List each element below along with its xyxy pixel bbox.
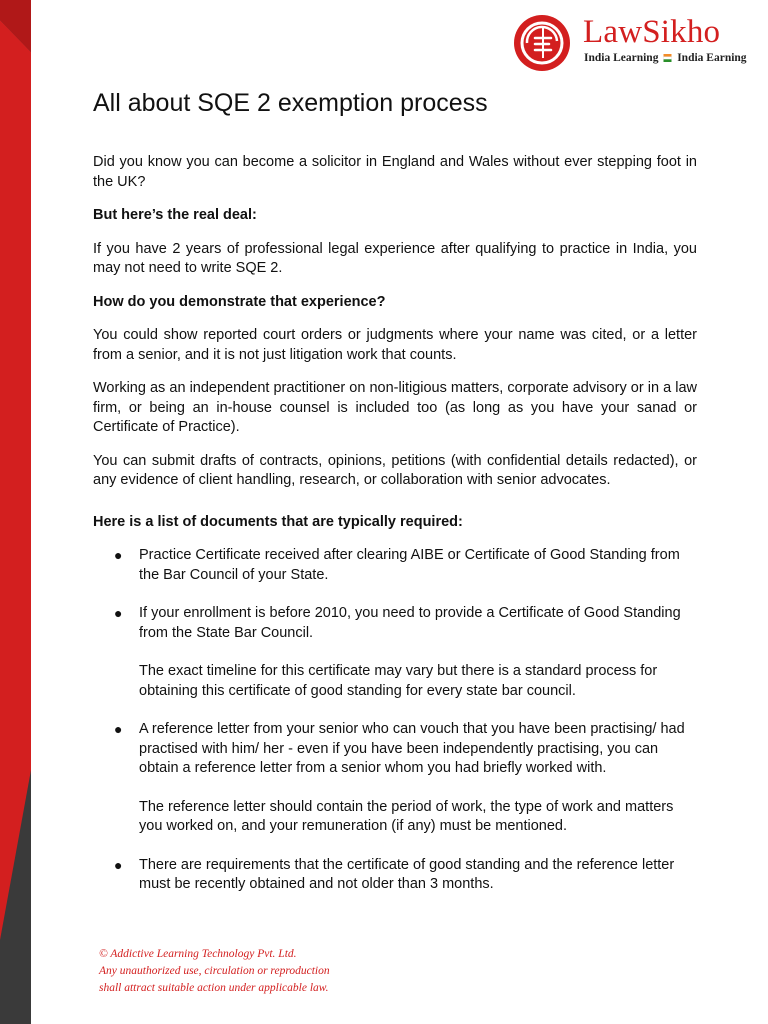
list-item-subtext: The exact timeline for this certificate may vary but there is a standard process for obtaining this certificate of good standing for every state bar council. — [139, 663, 658, 699]
intro-paragraph: Did you know you can become a solicitor in England and Wales without ever stepping foot in the UK? — [93, 154, 697, 190]
brand-name: LawSikho — [583, 14, 721, 50]
footer-line: Any unauthorized use, circulation or reproduction — [99, 965, 330, 977]
lawsikho-emblem-icon — [513, 14, 571, 72]
list-item — [93, 604, 697, 701]
bullet-icon: ● — [114, 547, 123, 563]
india-flag-icon — [663, 54, 672, 62]
drafts-paragraph: You can submit drafts of contracts, opinions, petitions (with confidential details redacted), or any evidence of client handling, research, or collaboration with senior advocates. — [93, 452, 697, 488]
list-item-subtext: The reference letter should contain the period of work, the type of work and matters you worked on, and your remuneration (if any) must be mentioned. — [139, 798, 674, 834]
brand-logo — [513, 14, 753, 72]
documents-list — [93, 546, 697, 895]
list-item-text: Practice Certificate received after clearing AIBE or Certificate of Good Standing from the Bar Council of your State. — [139, 547, 680, 583]
experience-paragraph: If you have 2 years of professional legal experience after qualifying to practice in India, you may not need to write SQE 2. — [93, 240, 697, 276]
list-item — [93, 546, 697, 585]
brand-tagline — [584, 53, 754, 65]
section-heading-real-deal: But here’s the real deal: — [93, 207, 257, 223]
tagline-left: India Learning — [584, 52, 659, 64]
bullet-icon: ● — [114, 721, 123, 737]
side-decorative-strip — [0, 0, 31, 1024]
page-title: All about SQE 2 exemption process — [93, 89, 488, 117]
section-heading-demonstrate: How do you demonstrate that experience? — [93, 293, 386, 310]
practitioner-paragraph: Working as an independent practitioner on non-litigious matters, corporate advisory or in a law firm, or being an in-house counsel is included too (as long as you have your sanad or Certificate of Practice). — [93, 380, 697, 435]
section-heading-documents: Here is a list of documents that are typically required: — [93, 513, 463, 530]
footer-line: © Addictive Learning Technology Pvt. Ltd. — [99, 948, 297, 960]
footer-line: shall attract suitable action under applicable law. — [99, 982, 329, 994]
document-body — [93, 153, 697, 914]
list-item-text: If your enrollment is before 2010, you need to provide a Certificate of Good Standing from the State Bar Council. — [139, 605, 681, 641]
bullet-icon: ● — [114, 605, 123, 621]
tagline-right: India Earning — [677, 52, 747, 64]
bullet-icon: ● — [114, 856, 123, 873]
list-item-text: A reference letter from your senior who can vouch that you have been practising/ had practised with him/ her - even if you have been independently practising, you can obtain a reference letter from a senior whom you had briefly worked with. — [139, 721, 685, 776]
list-item-text: There are requirements that the certificate of good standing and the reference letter must be recently obtained and not older than 3 months. — [139, 856, 675, 892]
list-item — [93, 720, 697, 837]
evidence-paragraph: You could show reported court orders or judgments where your name was cited, or a letter from a senior, and it is not just litigation work that counts. — [93, 327, 697, 363]
list-item — [93, 856, 697, 895]
copyright-footer — [99, 946, 399, 997]
